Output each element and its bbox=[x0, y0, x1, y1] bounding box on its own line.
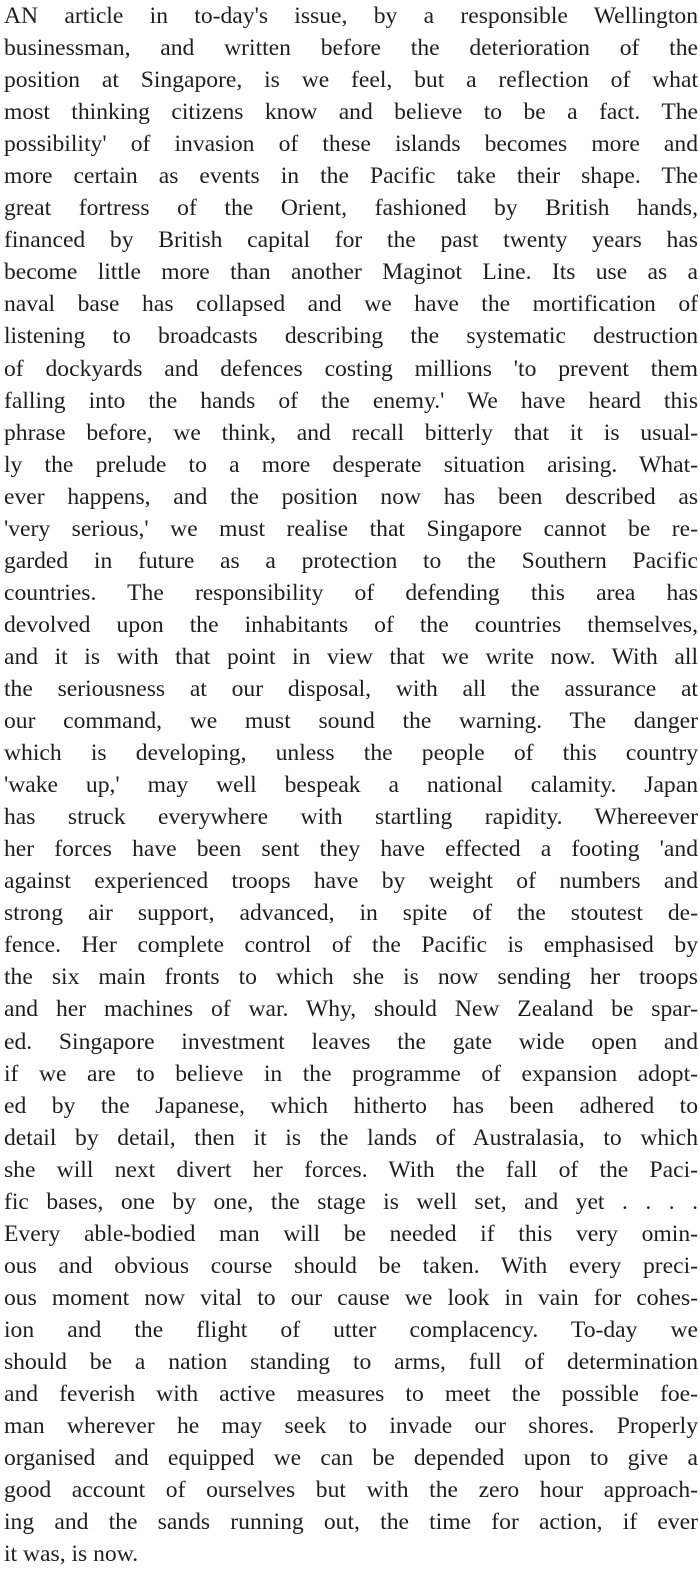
article-line: her forces have been sent they have effected a footing 'and bbox=[4, 836, 698, 863]
article-line: position at Singapore, is we feel, but a reflection of what bbox=[4, 67, 698, 94]
article-line: phrase before, we think, and recall bitterly that it is usual- bbox=[4, 419, 698, 446]
article-line: ed by the Japanese, which hitherto has been adhered to bbox=[4, 1092, 698, 1119]
article-line: against experienced troops have by weight of numbers and bbox=[4, 868, 698, 895]
article-line: which is developing, unless the people of this country bbox=[4, 740, 698, 767]
article-line: great fortress of the Orient, fashioned by British hands, bbox=[4, 195, 698, 222]
article-line: businessman, and written before the deterioration of the bbox=[4, 35, 698, 62]
article-line: garded in future as a protection to the Southern Pacific bbox=[4, 547, 698, 574]
article-line: detail by detail, then it is the lands of Australasia, to which bbox=[4, 1124, 698, 1151]
article-line: AN article in to-day's issue, by a responsible Wellington bbox=[4, 3, 698, 29]
article-line: 'very serious,' we must realise that Singapore cannot be re- bbox=[4, 515, 698, 542]
article-text bbox=[4, 0, 698, 1570]
article-line: our command, we must sound the warning. The danger bbox=[4, 708, 698, 735]
article-line: Every able-bodied man will be needed if this very omin- bbox=[4, 1220, 698, 1247]
article-line: countries. The responsibility of defending this area has bbox=[4, 579, 698, 606]
article-line: become little more than another Maginot Line. Its use as a bbox=[4, 259, 698, 286]
article-line: ing and the sands running out, the time for action, if ever bbox=[4, 1509, 698, 1536]
article-line: naval base has collapsed and we have the mortification of bbox=[4, 291, 698, 318]
article-line: the seriousness at our disposal, with all the assurance at bbox=[4, 675, 698, 702]
article-line: fic bases, one by one, the stage is well set, and yet . . . . bbox=[4, 1188, 698, 1215]
article-line: has struck everywhere with startling rapidity. Whereever bbox=[4, 804, 698, 831]
article-line: possibility' of invasion of these islands becomes more and bbox=[4, 131, 698, 158]
article-line: if we are to believe in the programme of expansion adopt- bbox=[4, 1060, 698, 1087]
article-line: man wherever he may seek to invade our shores. Properly bbox=[4, 1413, 698, 1440]
article-line: ever happens, and the position now has been described as bbox=[4, 483, 698, 510]
article-line: should be a nation standing to arms, full of determination bbox=[4, 1348, 698, 1375]
article-line: good account of ourselves but with the zero hour approach- bbox=[4, 1477, 698, 1504]
article-line: and her machines of war. Why, should New Zealand be spar- bbox=[4, 996, 698, 1023]
article-line: ly the prelude to a more desperate situation arising. What- bbox=[4, 451, 698, 478]
article-line: organised and equipped we can be depended upon to give a bbox=[4, 1445, 698, 1472]
article-line: devolved upon the inhabitants of the countries themselves, bbox=[4, 611, 698, 638]
article-line: 'wake up,' may well bespeak a national calamity. Japan bbox=[4, 772, 698, 799]
article-line: ous moment now vital to our cause we look in vain for cohes- bbox=[4, 1284, 698, 1311]
article-line: ion and the flight of utter complacency. To-day we bbox=[4, 1316, 698, 1343]
article-line: listening to broadcasts describing the systematic destruction bbox=[4, 323, 698, 350]
article-line: fence. Her complete control of the Pacific is emphasised by bbox=[4, 932, 698, 959]
article-line: of dockyards and defences costing millions 'to prevent them bbox=[4, 355, 698, 382]
article-line: strong air support, advanced, in spite of the stoutest de- bbox=[4, 900, 698, 927]
article-line: more certain as events in the Pacific take their shape. The bbox=[4, 163, 698, 190]
article-line: the six main fronts to which she is now sending her troops bbox=[4, 964, 698, 991]
article-line: and feverish with active measures to meet the possible foe- bbox=[4, 1381, 698, 1408]
article-line: financed by British capital for the past twenty years has bbox=[4, 227, 698, 254]
article-line: ed. Singapore investment leaves the gate wide open and bbox=[4, 1028, 698, 1055]
article-line: most thinking citizens know and believe to be a fact. The bbox=[4, 99, 698, 126]
article-line: and it is with that point in view that we write now. With all bbox=[4, 643, 698, 670]
article-line: she will next divert her forces. With the fall of the Paci- bbox=[4, 1156, 698, 1183]
article-line: falling into the hands of the enemy.' We have heard this bbox=[4, 387, 698, 414]
article-line: ous and obvious course should be taken. With every preci- bbox=[4, 1252, 698, 1279]
article-line: it was, is now. bbox=[4, 1541, 139, 1568]
